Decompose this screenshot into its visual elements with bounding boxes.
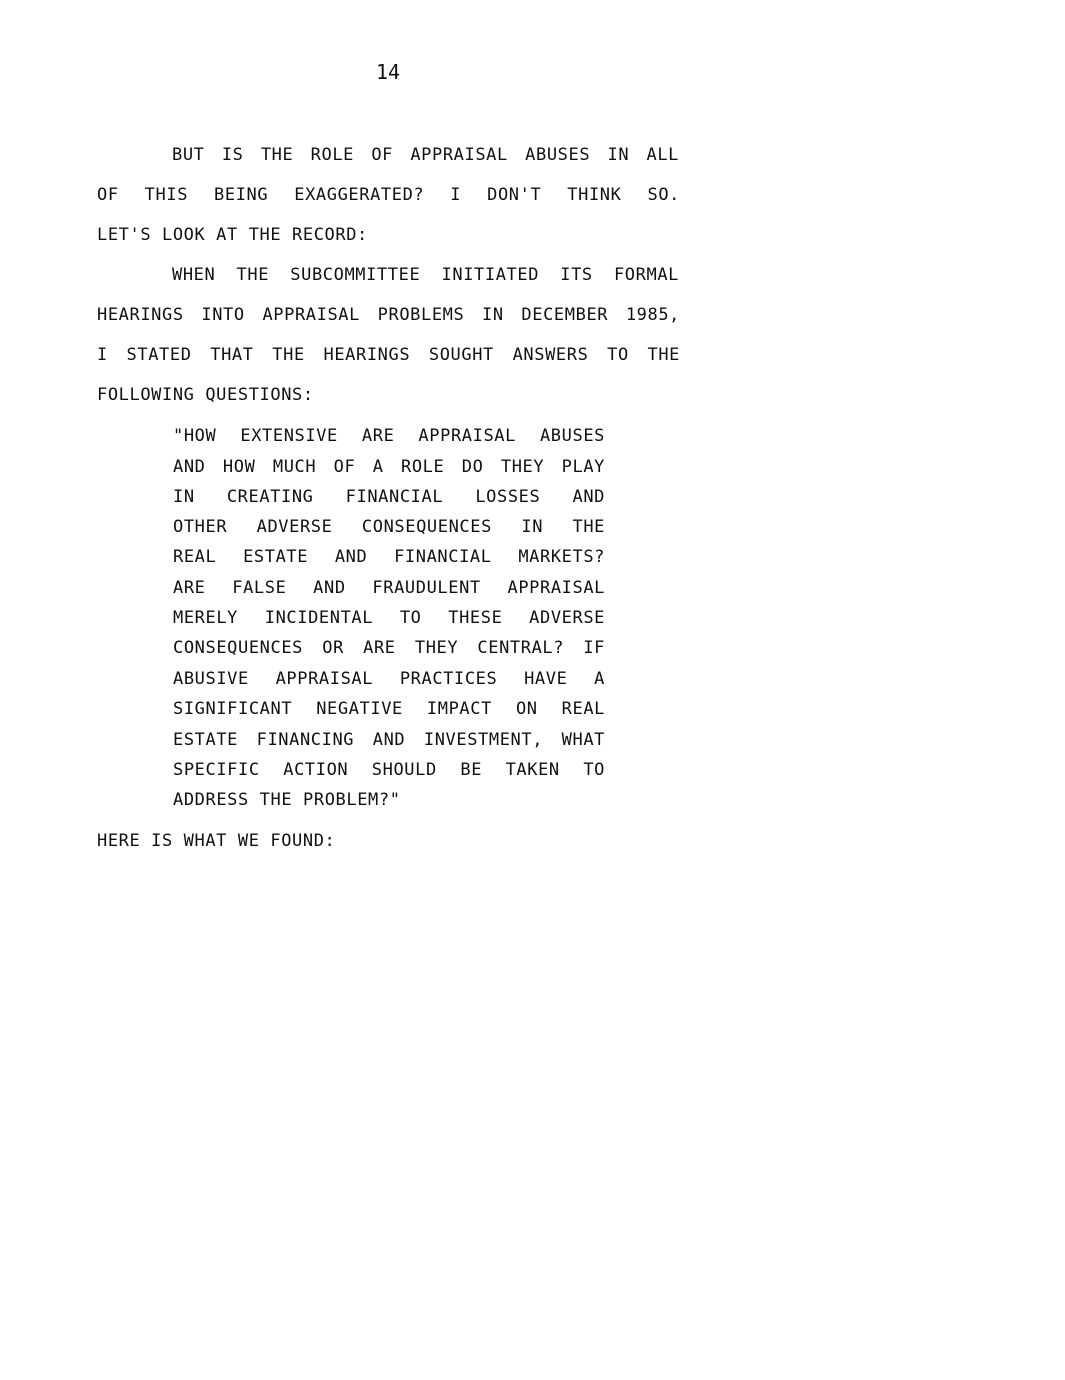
page-number: 14	[376, 60, 401, 84]
text-line: LET'S LOOK AT THE RECORD:	[97, 225, 368, 245]
quote-line: MERELY INCIDENTAL TO THESE ADVERSE	[173, 608, 605, 628]
quote-line: SIGNIFICANT NEGATIVE IMPACT ON REAL	[173, 699, 605, 719]
quote-line: "HOW EXTENSIVE ARE APPRAISAL ABUSES	[173, 426, 605, 446]
quote-line: REAL ESTATE AND FINANCIAL MARKETS?	[173, 547, 605, 567]
text-line: I STATED THAT THE HEARINGS SOUGHT ANSWERS TO THE	[97, 345, 680, 365]
quote-line: ESTATE FINANCING AND INVESTMENT, WHAT	[173, 730, 605, 750]
quote-line: ABUSIVE APPRAISAL PRACTICES HAVE A	[173, 669, 605, 689]
text-line: WHEN THE SUBCOMMITTEE INITIATED ITS FORMAL	[172, 265, 679, 285]
quote-line: AND HOW MUCH OF A ROLE DO THEY PLAY	[173, 457, 605, 477]
quote-line: ARE FALSE AND FRAUDULENT APPRAISAL	[173, 578, 605, 598]
quote-line: IN CREATING FINANCIAL LOSSES AND	[173, 487, 605, 507]
text-line: BUT IS THE ROLE OF APPRAISAL ABUSES IN ALL	[172, 145, 679, 165]
text-line: OF THIS BEING EXAGGERATED? I DON'T THINK SO.	[97, 185, 680, 205]
text-line: FOLLOWING QUESTIONS:	[97, 385, 314, 405]
quote-line: SPECIFIC ACTION SHOULD BE TAKEN TO	[173, 760, 605, 780]
quote-line: OTHER ADVERSE CONSEQUENCES IN THE	[173, 517, 605, 537]
closing-line: HERE IS WHAT WE FOUND:	[97, 831, 336, 851]
text-line: HEARINGS INTO APPRAISAL PROBLEMS IN DECEMBER 1985,	[97, 305, 680, 325]
quote-line: ADDRESS THE PROBLEM?"	[173, 790, 401, 810]
quote-line: CONSEQUENCES OR ARE THEY CENTRAL? IF	[173, 638, 605, 658]
